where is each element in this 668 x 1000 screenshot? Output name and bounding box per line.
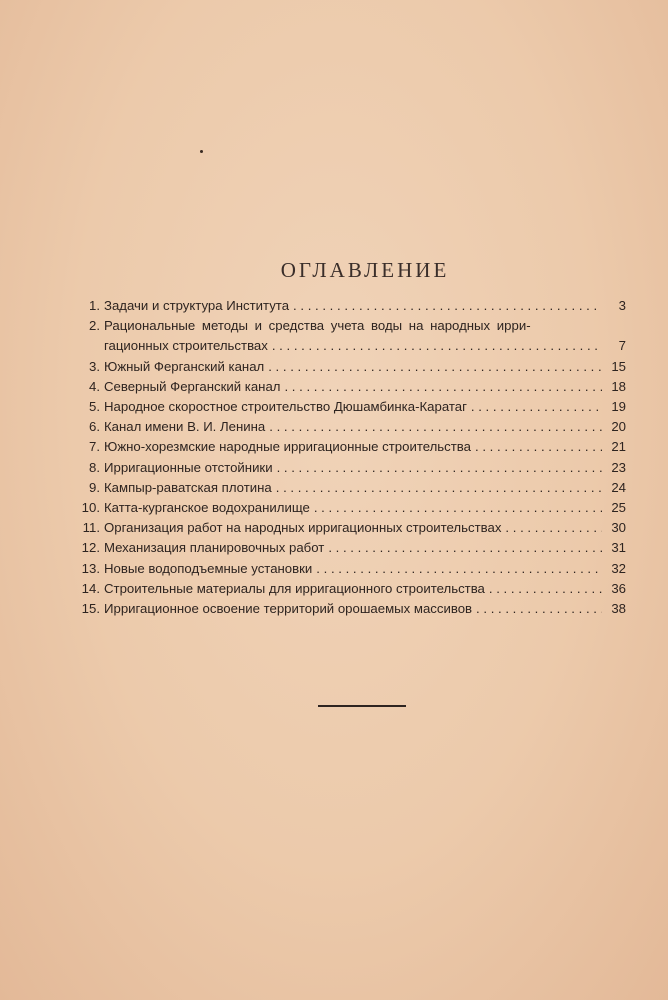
entry-page: 20 [611, 419, 626, 435]
entry-page: 19 [611, 399, 626, 415]
entry-title: Южно-хорезмские народные ирригационные строительства [104, 439, 472, 455]
toc-entry [80, 417, 626, 437]
entry-number: 5. [89, 399, 100, 415]
entry-number: 6. [89, 419, 100, 435]
entry-title: Рациональные методы и средства учета воды на народных ирри- [104, 318, 531, 334]
entry-page: 3 [618, 298, 626, 313]
entry-title: Кампыр-раватская плотина [104, 479, 272, 495]
entry-title: Задачи и структура Института [104, 298, 290, 313]
toc-entry-continuation [80, 336, 626, 356]
entry-number: 12. [81, 540, 100, 556]
entry-page: 38 [611, 601, 626, 617]
entry-number: 13. [81, 560, 100, 576]
entry-number: 2. [89, 318, 100, 334]
toc-entry [80, 478, 626, 498]
leader-dots [476, 599, 602, 619]
leader-dots [269, 417, 602, 437]
leader-dots [293, 296, 602, 316]
leader-dots [475, 437, 602, 457]
toc-entry [80, 458, 626, 478]
table-of-contents [80, 296, 626, 619]
toc-entry [80, 357, 626, 377]
entry-number: 4. [89, 378, 100, 394]
leader-dots [471, 397, 602, 417]
entry-title-continuation: гационных строительствах [104, 338, 268, 354]
entry-page: 24 [611, 479, 626, 495]
entry-number: 10. [81, 500, 100, 516]
entry-number: 3. [89, 358, 100, 374]
entry-number: 14. [81, 580, 100, 596]
leader-dots [505, 518, 602, 538]
leader-dots [268, 357, 602, 377]
toc-entry [80, 579, 626, 599]
toc-entry [80, 377, 626, 397]
entry-number: 7. [89, 439, 100, 455]
leader-dots [328, 538, 602, 558]
entry-title: Южный Ферганский канал [104, 358, 265, 374]
leader-dots [276, 478, 602, 498]
entry-page: 21 [611, 439, 626, 455]
page-title: ОГЛАВЛЕНИЕ [280, 258, 450, 282]
toc-entry [80, 538, 626, 558]
entry-page: 18 [611, 378, 626, 394]
entry-title: Северный Ферганский канал [104, 378, 281, 394]
entry-page: 23 [611, 459, 626, 475]
entry-title: Народное скоростное строительство Дюшамбинка-Каратаг [104, 399, 467, 415]
toc-entry [80, 518, 626, 538]
toc-entry [80, 397, 626, 417]
entry-title: Ирригационное освоение территорий орошаемых массивов [104, 601, 473, 617]
entry-title: Механизация планировочных работ [104, 540, 325, 556]
entry-page: 31 [611, 540, 626, 556]
toc-entry [80, 559, 626, 579]
entry-page: 36 [611, 580, 626, 596]
toc-entry [80, 296, 626, 316]
entry-page: 25 [611, 500, 626, 516]
entry-number: 1. [89, 298, 100, 313]
toc-entry [80, 316, 626, 336]
entry-number: 11. [82, 520, 100, 536]
entry-number: 9. [89, 479, 100, 495]
entry-title: Новые водоподъемные установки [104, 560, 313, 576]
paper-speck [200, 150, 203, 153]
toc-entry [80, 599, 626, 619]
entry-number: 8. [89, 459, 100, 475]
entry-title: Катта-курганское водохранилище [104, 500, 310, 516]
entry-page: 30 [611, 520, 626, 536]
entry-title: Ирригационные отстойники [104, 459, 273, 475]
toc-entry [80, 498, 626, 518]
leader-dots [277, 458, 602, 478]
leader-dots [272, 336, 602, 356]
entry-title: Организация работ на народных ирригационных строительствах [104, 520, 502, 536]
leader-dots [314, 498, 602, 518]
entry-title: Строительные материалы для ирригационного строительства [104, 580, 485, 596]
leader-dots [284, 377, 602, 397]
divider [318, 705, 406, 707]
entry-title: Канал имени В. И. Ленина [104, 419, 266, 435]
leader-dots [316, 559, 602, 579]
entry-page: 32 [611, 560, 626, 576]
leader-dots [489, 579, 602, 599]
entry-page: 7 [618, 338, 626, 354]
toc-entry [80, 437, 626, 457]
entry-page: 15 [611, 358, 626, 374]
entry-number: 15. [81, 601, 100, 617]
